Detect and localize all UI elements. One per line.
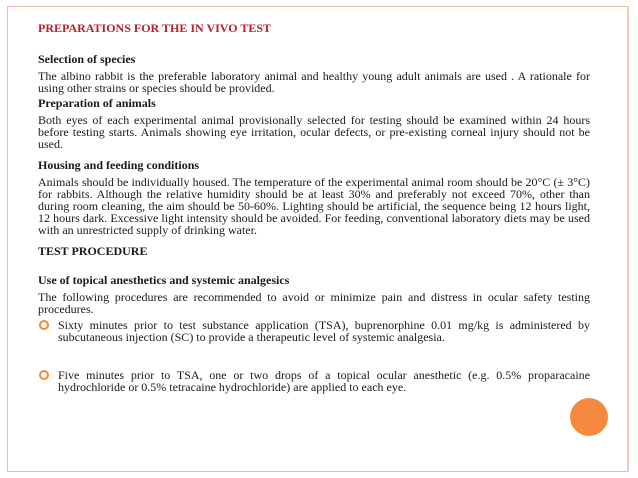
housing-heading: Housing and feeding conditions xyxy=(38,158,200,172)
bullet-text: Five minutes prior to TSA, one or two drops of a topical ocular anesthetic (e.g. 0.5% proparacaine hydrochloride or 0.5% tetracaine hydrochloride) are applied to each eye. xyxy=(58,368,590,394)
bullet-item xyxy=(38,369,590,393)
anesthetics-heading: Use of topical anesthetics and systemic analgesics xyxy=(38,273,290,287)
housing-text: Animals should be individually housed. The temperature of the experimental animal room should be 20°C (± 3°C) for rabbits. Although the relative humidity should be at least 30% and preferably not exceed 70%, other than during room cleaning, the aim should be 50-60%. Lighting should be artificial, the sequence being 12 hours light, 12 hours dark. Excessive light intensity should be avoided. For feeding, conventional laboratory diets may be used with an unrestricted supply of drinking water. xyxy=(38,175,590,237)
animals-text: Both eyes of each experimental animal provisionally selected for testing should be examined within 24 hours before testing starts. Animals showing eye irritation, ocular defects, or pre-existing corneal injury should not be used. xyxy=(38,113,590,151)
animals-heading: Preparation of animals xyxy=(38,96,156,110)
species-text: The albino rabbit is the preferable laboratory animal and healthy young adult animals are used . A rationale for using other strains or species should be provided. xyxy=(38,69,590,95)
anesthetics-text: The following procedures are recommended to avoid or minimize pain and distress in ocular safety testing procedures. xyxy=(38,290,590,316)
species-heading: Selection of species xyxy=(38,52,136,66)
bullet-item xyxy=(38,319,590,343)
slide-right-rule xyxy=(627,6,629,472)
slide-title: PREPARATIONS FOR THE IN VIVO TEST xyxy=(38,21,272,35)
procedure-heading: TEST PROCEDURE xyxy=(38,244,148,258)
bullet-text: Sixty minutes prior to test substance application (TSA), buprenorphine 0.01 mg/kg is administered by subcutaneous injection (SC) to provide a therapeutic level of systemic analgesia. xyxy=(58,318,590,344)
bullet-marker-icon xyxy=(39,370,49,380)
slide-content xyxy=(38,20,590,393)
decorative-circle xyxy=(570,398,608,436)
bullet-marker-icon xyxy=(39,320,49,330)
